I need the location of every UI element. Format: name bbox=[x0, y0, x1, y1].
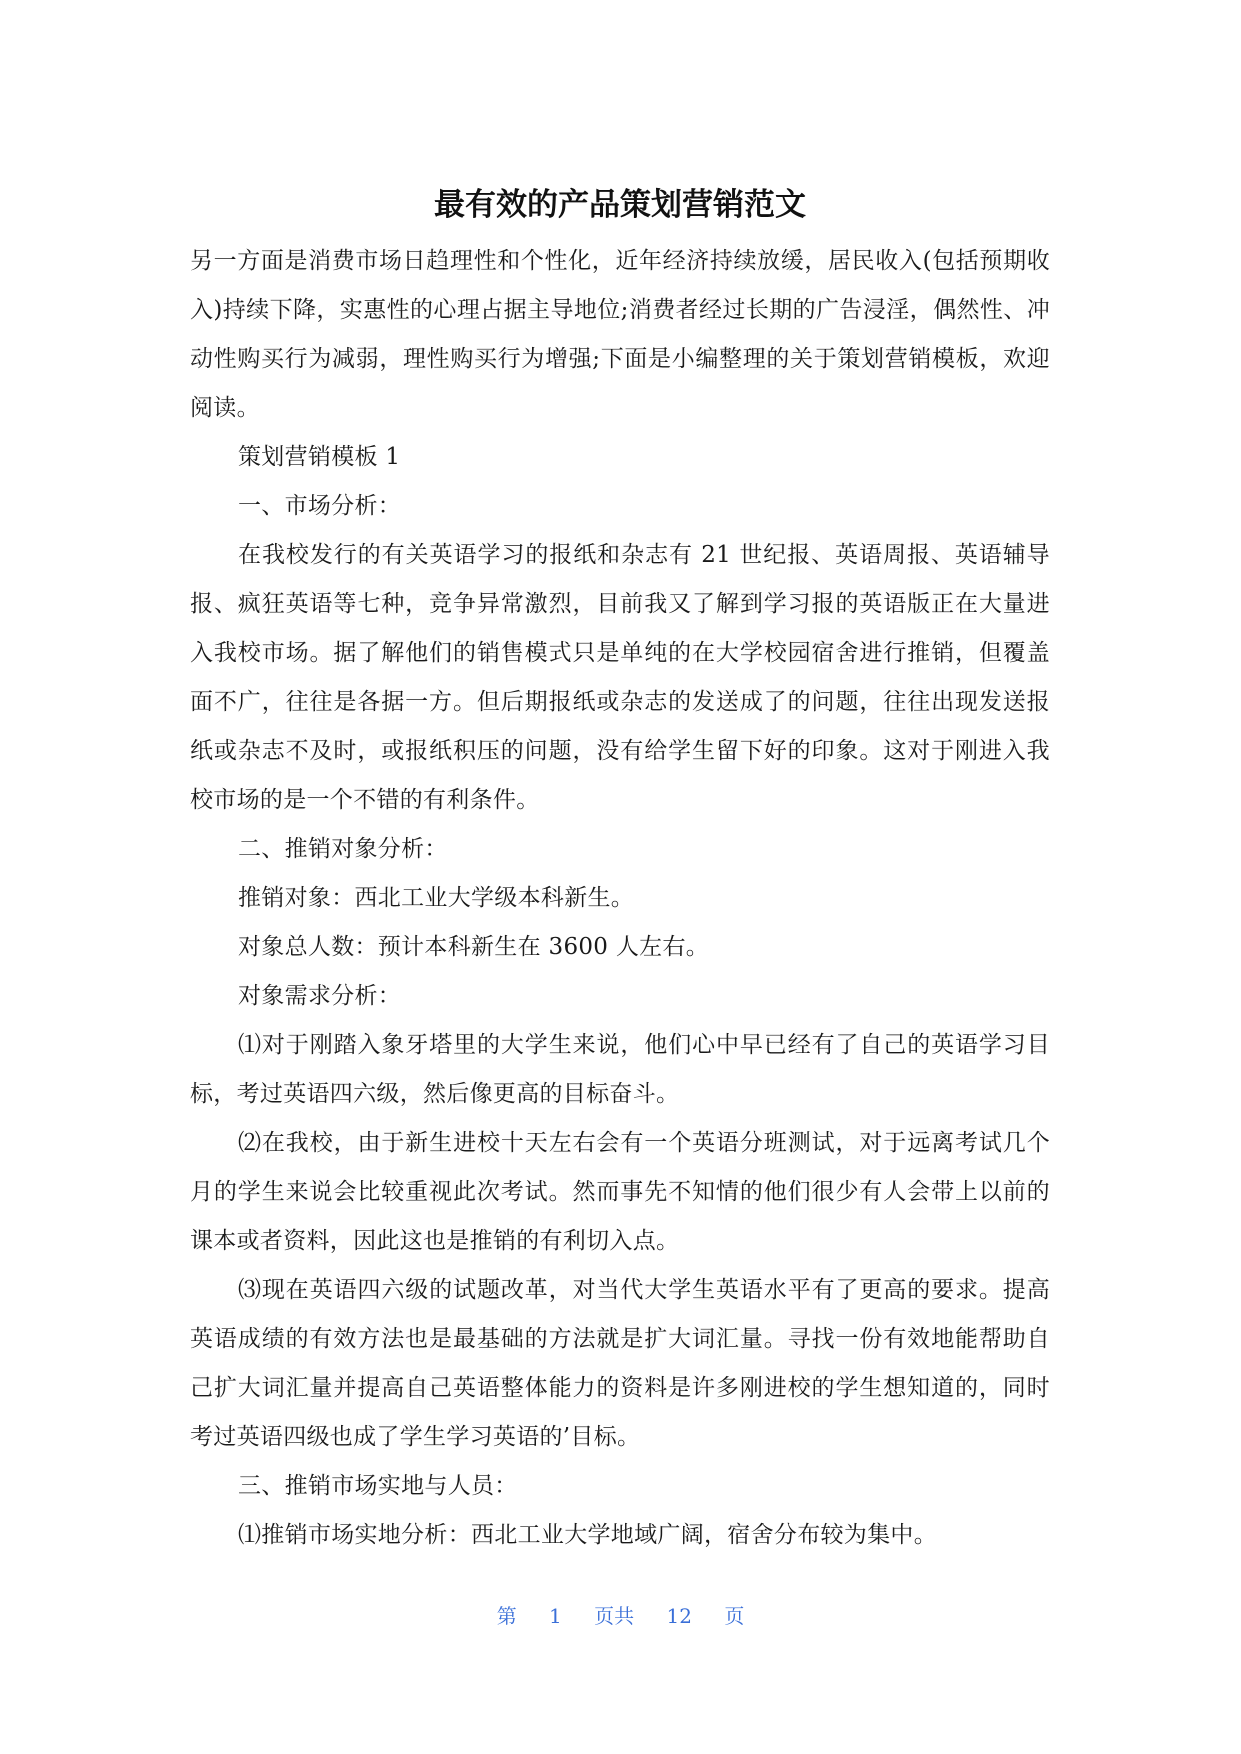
footer-label-of: 页共 bbox=[594, 1604, 635, 1628]
section-heading: 策划营销模板 1 bbox=[238, 444, 401, 470]
document-title: 最有效的产品策划营销范文 bbox=[434, 187, 806, 223]
section-heading: 对象需求分析： bbox=[238, 983, 402, 1009]
intro-paragraph: 另一方面是消费市场日趋理性和个性化，近年经济持续放缓，居民收入(包括预期收入)持续下降，实惠性的心理占据主导地位;消费者经过长期的广告浸淫，偶然性、冲动性购买行为减弱，理性购买行为增强;下面是小编整理的关于策划营销模板，欢迎阅读。 bbox=[190, 248, 1050, 421]
footer-label-end: 页 bbox=[724, 1604, 745, 1628]
document-page bbox=[190, 185, 1050, 1560]
body-paragraph: 在我校发行的有关英语学习的报纸和杂志有 21 世纪报、英语周报、英语辅导报、疯狂英语等七种，竞争异常激烈，目前我又了解到学习报的英语版正在大量进入我校市场。据了解他们的销售模式只是单纯的在大学校园宿舍进行推销，但覆盖面不广，往往是各据一方。但后期报纸或杂志的发送成了的问题，往往出现发送报纸或杂志不及时，或报纸积压的问题，没有给学生留下好的印象。这对于刚进入我校市场的是一个不错的有利条件。 bbox=[190, 542, 1050, 813]
footer-label-page: 第 bbox=[496, 1604, 517, 1628]
footer-total-pages: 12 bbox=[666, 1604, 692, 1628]
section-heading: 三、推销市场实地与人员： bbox=[238, 1473, 518, 1499]
page-footer bbox=[0, 1600, 1241, 1629]
body-paragraph: 对象总人数：预计本科新生在 3600 人左右。 bbox=[238, 934, 710, 960]
list-item: ⑶现在英语四六级的试题改革，对当代大学生英语水平有了更高的要求。提高英语成绩的有效方法也是最基础的方法就是扩大词汇量。寻找一份有效地能帮助自己扩大词汇量并提高自己英语整体能力的资料是许多刚进校的学生想知道的，同时考过英语四级也成了学生学习英语的’目标。 bbox=[190, 1277, 1050, 1450]
body-paragraph: 推销对象：西北工业大学级本科新生。 bbox=[238, 885, 635, 911]
list-item: ⑴对于刚踏入象牙塔里的大学生来说，他们心中早已经有了自己的英语学习目标，考过英语四六级，然后像更高的目标奋斗。 bbox=[190, 1032, 1050, 1107]
list-item: ⑵在我校，由于新生进校十天左右会有一个英语分班测试，对于远离考试几个月的学生来说会比较重视此次考试。然而事先不知情的他们很少有人会带上以前的课本或者资料，因此这也是推销的有利切入点。 bbox=[190, 1130, 1050, 1254]
section-heading: 一、市场分析： bbox=[238, 493, 402, 519]
section-heading: 二、推销对象分析： bbox=[238, 836, 448, 862]
footer-current-page: 1 bbox=[549, 1604, 562, 1628]
list-item: ⑴推销市场实地分析：西北工业大学地域广阔，宿舍分布较为集中。 bbox=[238, 1522, 937, 1548]
